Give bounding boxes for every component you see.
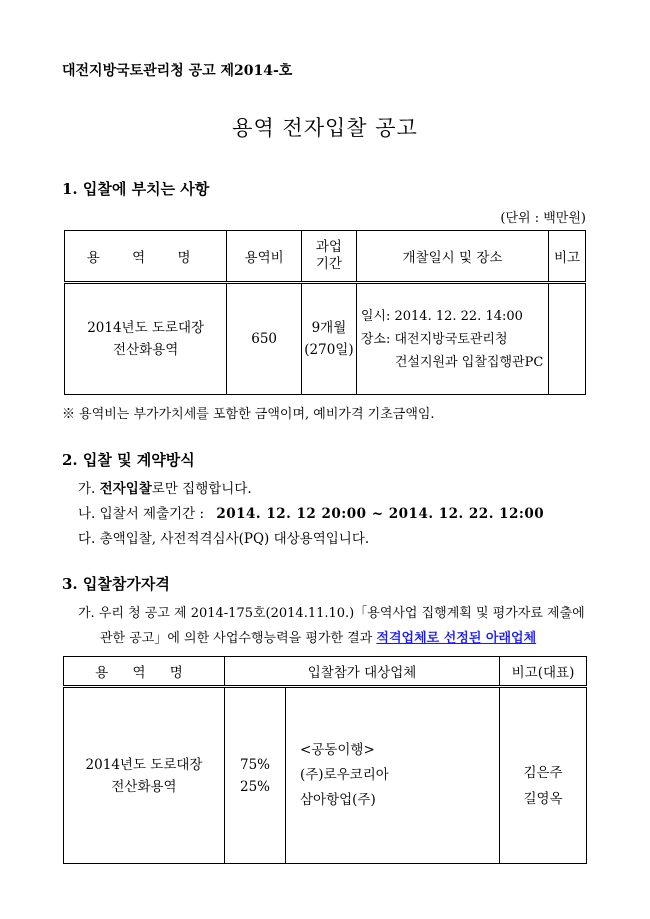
eligibility-line2: 관한 공고」에 의한 사업수행능력을 평가한 결과 적격업체로 선정된 아래업체 [100, 631, 537, 646]
header-remarks: 비고(대표) [500, 657, 587, 687]
section3-heading: 3. 입찰참가자격 [62, 575, 170, 593]
bid-method-item-b: 나. 입찰서 제출기간 : 2014. 12. 12 20:00 ~ 2014. 12. 22. 12:00 [78, 506, 545, 522]
cost-note: ※ 용역비는 부가가치세를 포함한 금액이며, 예비가격 기초금액임. [62, 407, 435, 422]
qualified-bidders-table [63, 656, 587, 864]
notice-number: 대전지방국토관리청 공고 제2014-호 [62, 63, 293, 79]
cell-shares: 75% 25% [225, 687, 286, 864]
header-opening: 개찰일시 및 장소 [356, 231, 548, 283]
header-name: 용 역 명 [65, 231, 227, 283]
submission-period: 2014. 12. 12 20:00 ~ 2014. 12. 22. 12:00 [216, 506, 545, 522]
header-bidders: 입찰참가 대상업체 [225, 657, 500, 687]
bid-method-item-a: 가. 전자입찰로만 집행합니다. [78, 481, 252, 497]
bid-items-table [64, 230, 586, 395]
cell-cost: 650 [227, 283, 302, 395]
table-row [65, 283, 586, 395]
cell-companies: <공동이행> (주)로우코리아 삼아항업(주) [286, 687, 500, 864]
header-cost: 용역비 [227, 231, 302, 283]
cell-opening: 일시: 2014. 12. 22. 14:00 장소: 대전지방국토관리청 건설지원과 입찰집행관PC [356, 283, 548, 395]
section2-heading: 2. 입찰 및 계약방식 [62, 451, 195, 469]
eligibility-line1: 가. 우리 청 공고 제 2014-175호(2014.11.10.)「용역사업 집행계획 및 평가자료 제출에 [78, 606, 585, 621]
table-header-row [65, 231, 586, 283]
cell-name: 2014년도 도로대장 전산화용역 [65, 283, 227, 395]
bid-method-item-c: 다. 총액입찰, 사전적격심사(PQ) 대상용역입니다. [78, 531, 370, 547]
unit-label: (단위 : 백만원) [500, 211, 586, 226]
cell-representatives: 김은주 길영옥 [500, 687, 587, 864]
section1-heading: 1. 입찰에 부치는 사항 [62, 180, 210, 198]
page-title: 용역 전자입찰 공고 [232, 116, 418, 140]
cell-period: 9개월 (270일) [302, 283, 357, 395]
header-period: 과업 기간 [302, 231, 357, 283]
table-row [64, 687, 587, 864]
qualified-firms-link[interactable]: 적격업체로 선정된 아래업체 [376, 631, 537, 646]
header-name: 용 역 명 [64, 657, 225, 687]
cell-remarks [549, 283, 586, 395]
cell-name: 2014년도 도로대장 전산화용역 [64, 687, 225, 864]
header-remarks: 비고 [549, 231, 586, 283]
table-header-row [64, 657, 587, 687]
